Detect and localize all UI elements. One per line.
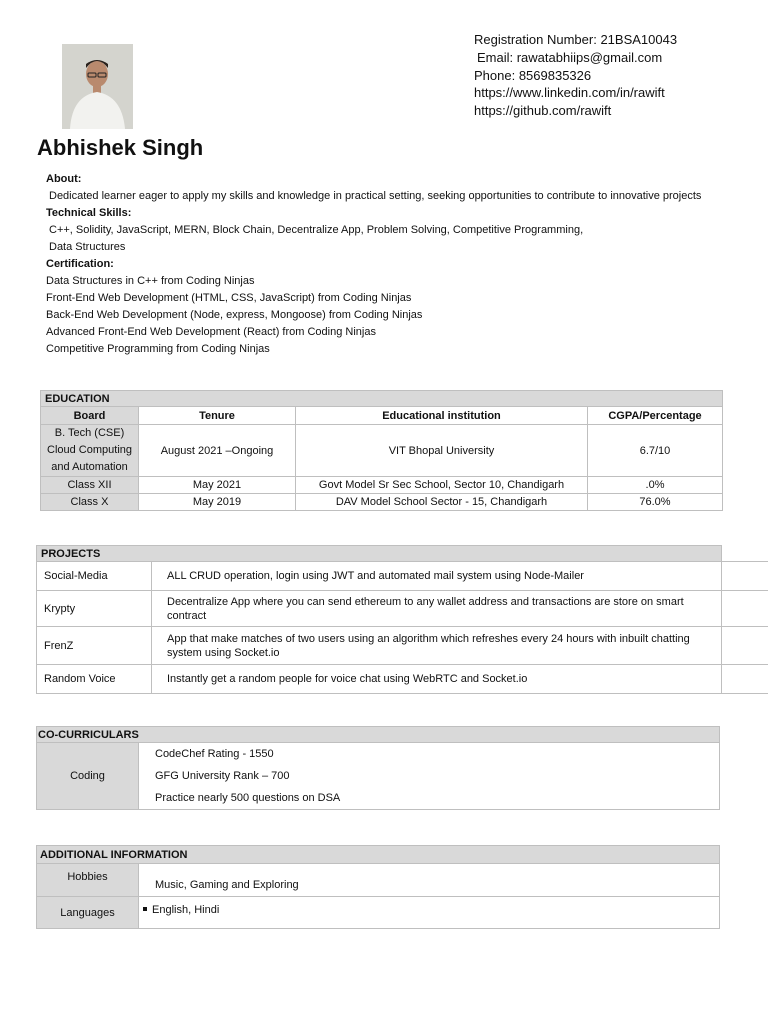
additional-info-table <box>36 845 720 929</box>
cocurriculars-table <box>36 726 720 810</box>
projects-title: PROJECTS <box>37 546 722 562</box>
education-score: 6.7/10 <box>588 425 723 477</box>
certification-item: Front-End Web Development (HTML, CSS, JavaScript) from Coding Ninjas <box>46 292 412 304</box>
skills-label: Technical Skills: <box>46 207 132 219</box>
linkedin-link[interactable]: https://www.linkedin.com/in/rawift <box>474 85 665 101</box>
education-tenure: May 2019 <box>139 494 296 511</box>
certification-item: Back-End Web Development (Node, express, Mongoose) from Coding Ninjas <box>46 309 423 321</box>
education-header: Board <box>41 407 139 425</box>
education-header: Educational institution <box>296 407 588 425</box>
education-table <box>40 390 723 511</box>
education-score: 76.0% <box>588 494 723 511</box>
education-tenure: May 2021 <box>139 477 296 494</box>
table-row <box>37 627 768 665</box>
languages-label: Languages <box>37 897 139 929</box>
table-row <box>37 591 768 627</box>
education-header: Tenure <box>139 407 296 425</box>
list-item: GFG University Rank – 700 <box>155 770 290 782</box>
education-institution: VIT Bhopal University <box>296 425 588 477</box>
languages-value: English, Hindi <box>152 903 220 916</box>
candidate-name: Abhishek Singh <box>37 135 204 160</box>
certification-label: Certification: <box>46 258 114 270</box>
table-row <box>41 477 723 494</box>
email-link[interactable]: Email: rawatabhiips@gmail.com <box>477 49 663 65</box>
education-score: .0% <box>588 477 723 494</box>
education-title: EDUCATION <box>41 391 723 407</box>
registration-number: Registration Number: 21BSA10043 <box>474 32 678 47</box>
about-text: Dedicated learner eager to apply my skills and knowledge in practical setting, seeking opportunities to contribute to innovative projects <box>49 190 702 202</box>
education-board: Class XII <box>41 477 139 494</box>
cocurricular-label: Coding <box>37 743 139 810</box>
hobbies-value: Music, Gaming and Exploring <box>139 864 720 897</box>
skills-line-2: Data Structures <box>49 241 126 253</box>
project-description: App that make matches of two users using an algorithm which refreshes every 24 hours with inbuilt chatting system using Socket.io <box>152 627 722 665</box>
table-row <box>37 743 720 810</box>
project-name: Krypty <box>37 591 152 627</box>
contact-info <box>474 31 677 120</box>
list-item: Practice nearly 500 questions on DSA <box>155 792 341 804</box>
profile-photo <box>62 44 133 129</box>
additional-title: ADDITIONAL INFORMATION <box>37 846 720 864</box>
projects-table <box>36 545 768 694</box>
education-tenure: August 2021 –Ongoing <box>139 425 296 477</box>
education-board: Class X <box>41 494 139 511</box>
certification-item: Data Structures in C++ from Coding Ninjas <box>46 275 255 287</box>
project-name: Social-Media <box>37 562 152 591</box>
project-description: ALL CRUD operation, login using JWT and automated mail system using Node-Mailer <box>152 562 722 591</box>
hobbies-label: Hobbies <box>37 864 139 897</box>
summary-section <box>46 171 736 358</box>
cocurricular-items <box>139 743 720 810</box>
list-item: CodeChef Rating - 1550 <box>155 748 274 760</box>
education-header: CGPA/Percentage <box>588 407 723 425</box>
skills-line-1: C++, Solidity, JavaScript, MERN, Block Chain, Decentralize App, Problem Solving, Competitive Programming, <box>49 224 584 236</box>
table-row <box>41 494 723 511</box>
project-name: Random Voice <box>37 665 152 694</box>
table-row <box>37 864 720 897</box>
education-institution: DAV Model School Sector - 15, Chandigarh <box>296 494 588 511</box>
education-board: B. Tech (CSE) Cloud Computing and Automation <box>41 425 139 477</box>
github-link[interactable]: https://github.com/rawift <box>474 103 612 119</box>
table-row <box>37 665 768 694</box>
table-row <box>37 897 720 929</box>
project-description: Decentralize App where you can send ethereum to any wallet address and transactions are store on smart contract <box>152 591 722 627</box>
certification-item: Competitive Programming from Coding Ninjas <box>46 343 270 355</box>
education-institution: Govt Model Sr Sec School, Sector 10, Chandigarh <box>296 477 588 494</box>
about-label: About: <box>46 173 82 185</box>
person-photo-icon <box>62 44 133 129</box>
cocurriculars-title: CO-CURRICULARS <box>37 727 720 743</box>
project-name: FrenZ <box>37 627 152 665</box>
table-row <box>37 562 768 591</box>
table-row <box>41 425 723 477</box>
bullet-icon <box>143 907 147 911</box>
languages-cell <box>139 897 720 929</box>
phone-number: Phone: 8569835326 <box>474 67 592 83</box>
certification-item: Advanced Front-End Web Development (React) from Coding Ninjas <box>46 326 376 338</box>
project-description: Instantly get a random people for voice chat using WebRTC and Socket.io <box>152 665 722 694</box>
